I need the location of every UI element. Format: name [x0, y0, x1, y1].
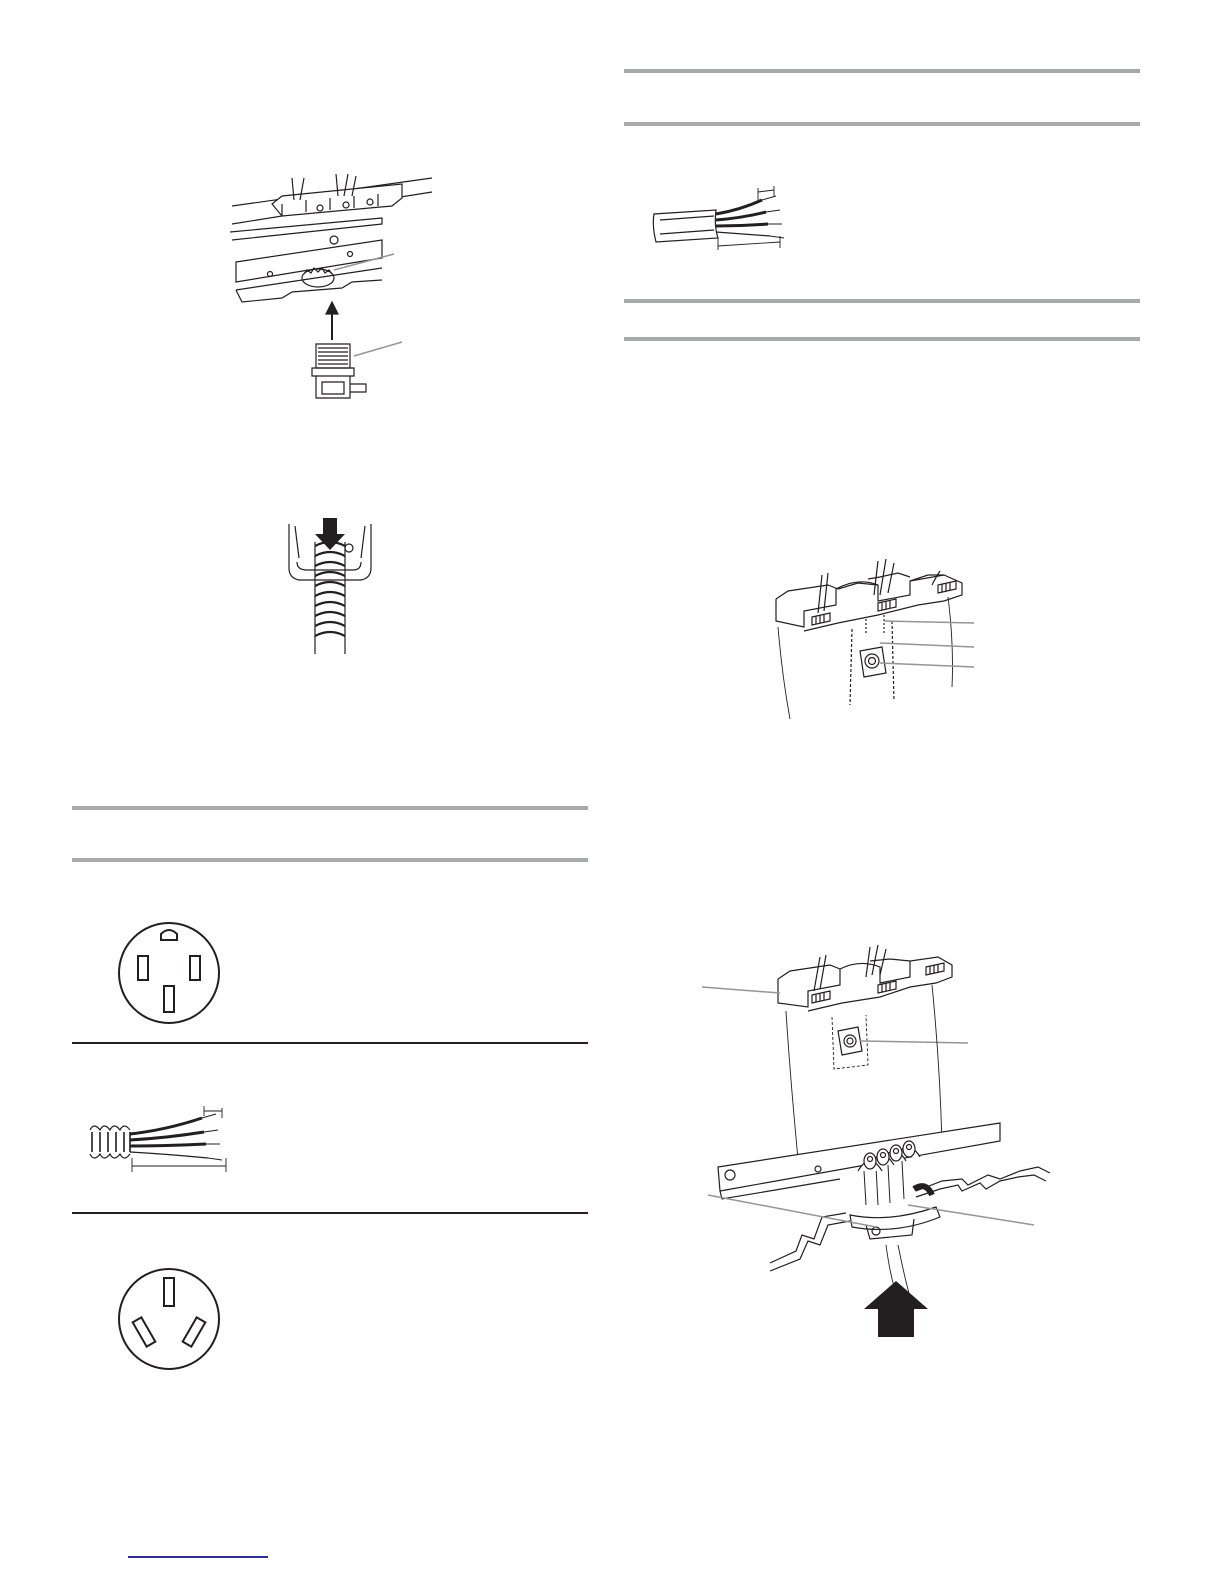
power-cord-connection-figure: [700, 945, 1040, 1350]
footer-link-underline[interactable]: [128, 1556, 268, 1558]
table-divider-1: [72, 1042, 588, 1044]
three-wire-receptacle-figure: [116, 1266, 222, 1372]
right-section-1-top-rule: [624, 69, 1140, 73]
four-wire-cable-figure: [86, 1104, 230, 1176]
left-section-bottom-rule: [72, 858, 588, 862]
stripped-cable-figure: [650, 180, 790, 252]
four-wire-receptacle-figure: [116, 920, 222, 1026]
ground-screw-figure: [768, 555, 980, 725]
strain-relief-insert-figure: [222, 170, 422, 410]
right-section-1-bottom-rule: [624, 122, 1140, 126]
conduit-clamp-figure: [285, 518, 375, 658]
right-section-2-bottom-rule: [624, 337, 1140, 341]
right-section-2-top-rule: [624, 299, 1140, 303]
left-section-top-rule: [72, 806, 588, 810]
table-divider-2: [72, 1212, 588, 1214]
